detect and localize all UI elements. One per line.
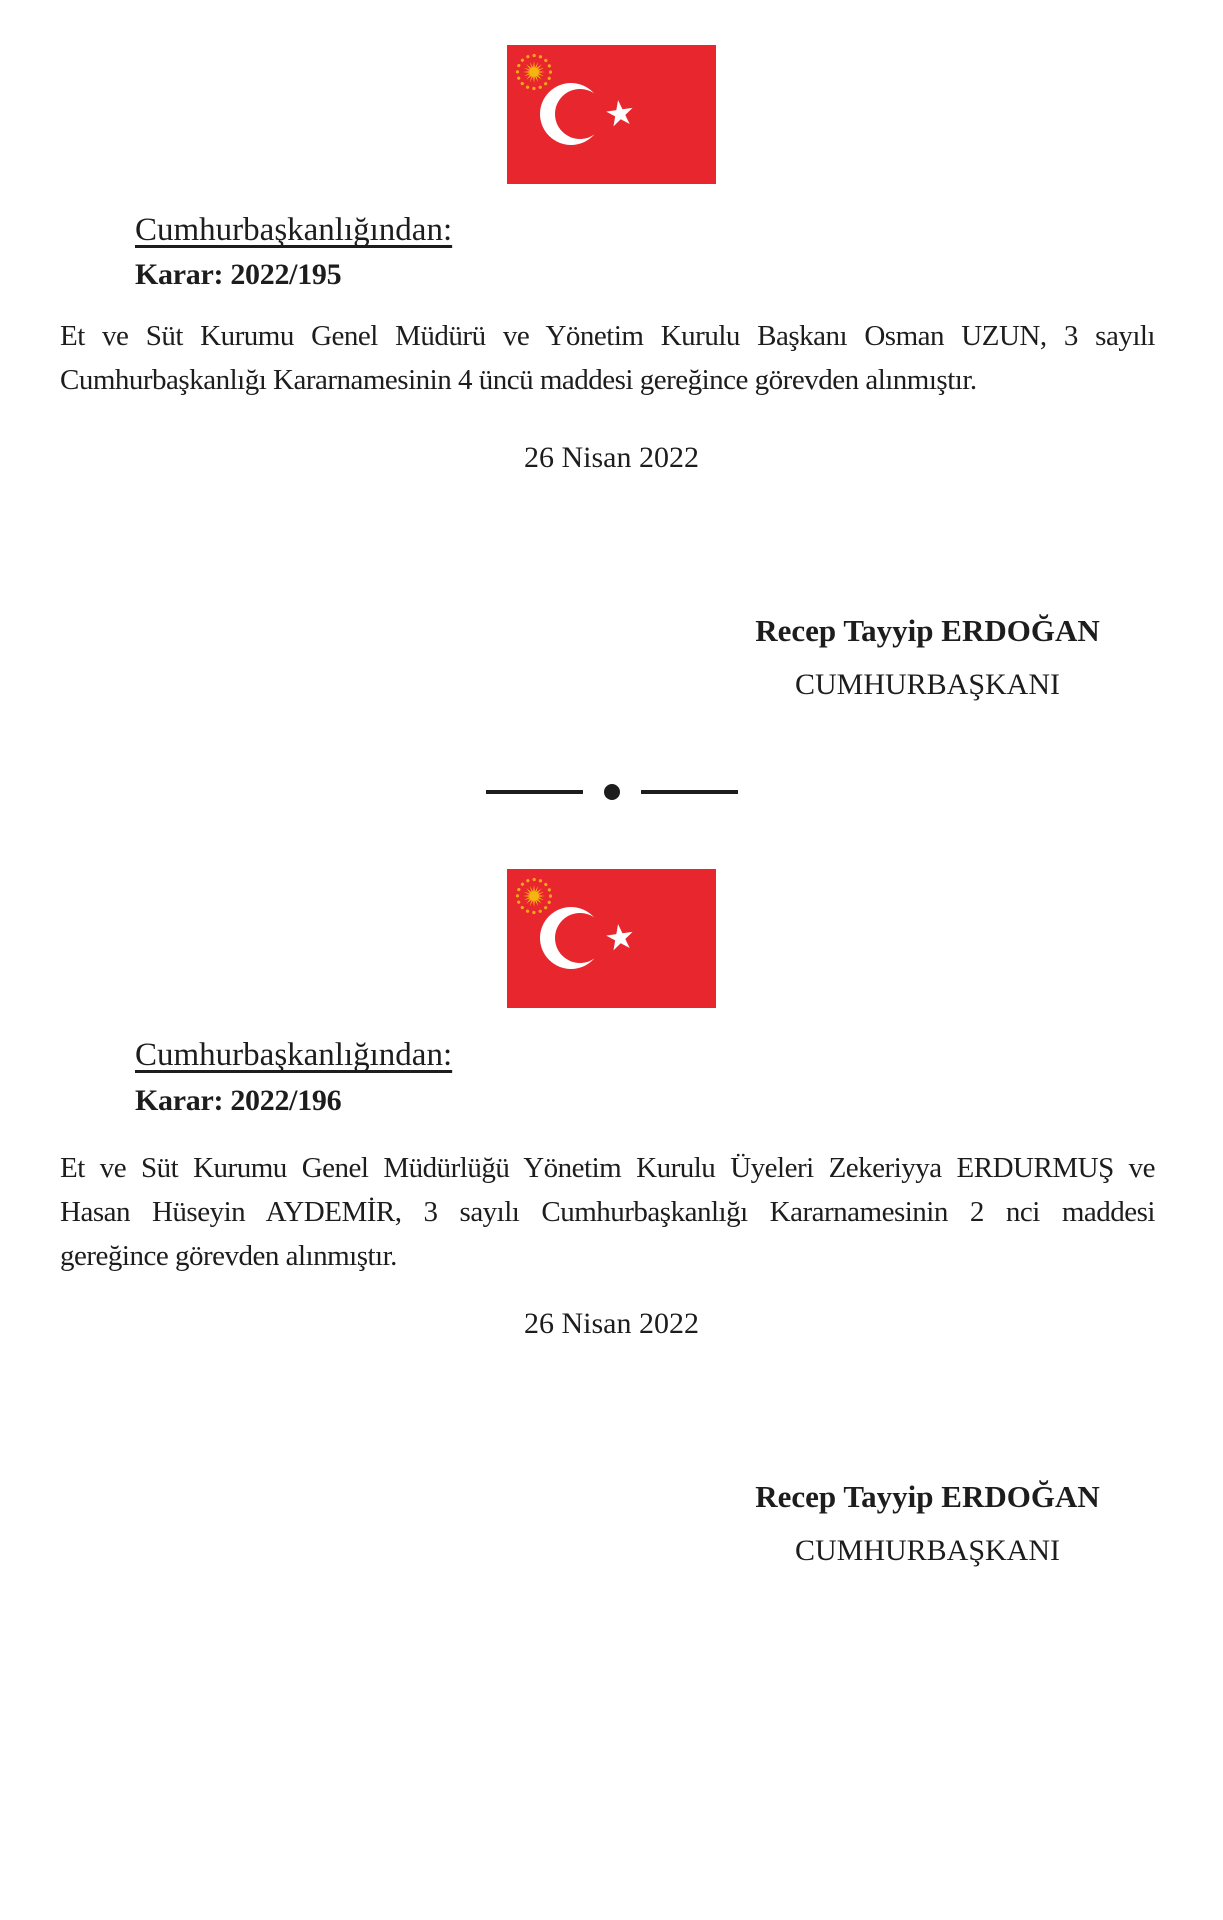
president-title: CUMHURBAŞKANI <box>794 668 1061 701</box>
decision-text <box>60 1146 1155 1278</box>
decision-text-line: gereğince görevden alınmıştır. <box>60 1240 397 1272</box>
decision-date: 26 Nisan 2022 <box>524 441 699 474</box>
issuer-heading <box>135 1036 452 1074</box>
turkish-presidential-flag <box>507 869 716 1008</box>
decision-date: 26 Nisan 2022 <box>524 1307 699 1340</box>
president-name: Recep Tayyip ERDOĞAN <box>755 613 1100 648</box>
issuer-heading-text: Cumhurbaşkanlığından: <box>135 1037 453 1073</box>
president-title: CUMHURBAŞKANI <box>794 1534 1061 1567</box>
president-name: Recep Tayyip ERDOĞAN <box>755 1479 1100 1514</box>
turkish-presidential-flag <box>507 45 716 184</box>
issuer-heading <box>135 211 452 249</box>
decision-number: Karar: 2022/196 <box>135 1084 342 1117</box>
signature-block <box>700 1480 1155 1568</box>
divider-line <box>641 790 738 794</box>
issuer-heading-text: Cumhurbaşkanlığından: <box>135 212 453 248</box>
decision-number: Karar: 2022/195 <box>135 258 342 291</box>
decision-text <box>60 314 1155 402</box>
divider-dot <box>604 784 620 800</box>
decision-text-line: Hasan Hüseyin AYDEMİR, 3 sayılı Cumhurbaşkanlığı Kararnamesinin 2 nci maddesi <box>60 1196 1155 1228</box>
signature-block <box>700 614 1155 702</box>
decision-text-line: Et ve Süt Kurumu Genel Müdürlüğü Yönetim Kurulu Üyeleri Zekeriyya ERDURMUŞ ve <box>60 1152 1155 1184</box>
decision-text-line: Et ve Süt Kurumu Genel Müdürü ve Yönetim Kurulu Başkanı Osman UZUN, 3 sayılı <box>60 320 1155 352</box>
section-divider <box>0 784 1223 800</box>
decision-text-line: Cumhurbaşkanlığı Kararnamesinin 4 üncü maddesi gereğince görevden alınmıştır. <box>60 364 977 396</box>
divider-line <box>486 790 583 794</box>
